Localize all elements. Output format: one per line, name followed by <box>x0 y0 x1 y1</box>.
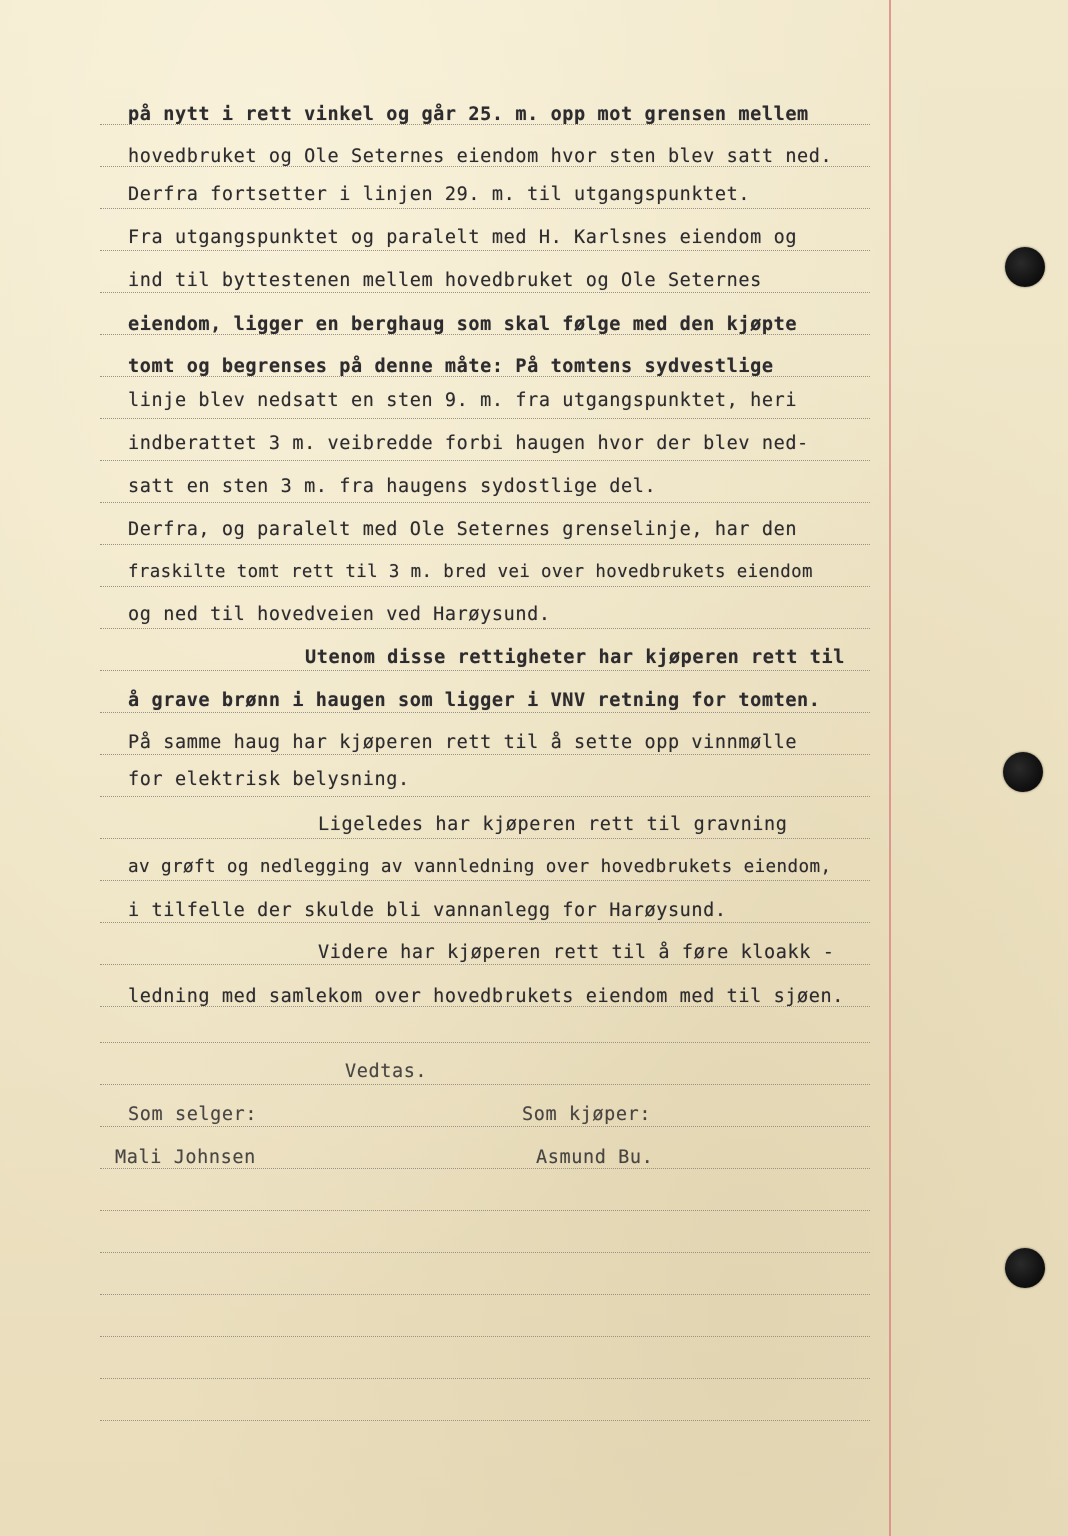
ruled-line <box>100 502 870 503</box>
text-line: ind til byttestenen mellem hovedbruket og Ole Seternes <box>128 270 762 291</box>
punch-hole <box>1005 1248 1045 1288</box>
text-line: ledning med samlekom over hovedbrukets eiendom med til sjøen. <box>128 986 845 1007</box>
ruled-line <box>100 586 870 587</box>
text-line: Derfra fortsetter i linjen 29. m. til utgangspunktet. <box>128 184 751 205</box>
text-line: eiendom, ligger en berghaug som skal følge med den kjøpte <box>128 314 798 335</box>
text-line: i tilfelle der skulde bli vannanlegg for Harøysund. <box>128 900 727 921</box>
ruled-line <box>100 796 870 797</box>
ruled-line <box>100 1042 870 1043</box>
text-line: hovedbruket og Ole Seternes eiendom hvor sten blev satt ned. <box>128 146 833 167</box>
buyer-name: Asmund Bu. <box>536 1147 654 1168</box>
ruled-line <box>100 1084 870 1085</box>
ruled-line <box>100 754 870 755</box>
text-line: tomt og begrenses på denne måte: På tomtens sydvestlige <box>128 356 774 377</box>
ruled-line <box>100 712 870 713</box>
ruled-line <box>100 1336 870 1337</box>
text-line: Utenom disse rettigheter har kjøperen rett til <box>305 647 845 668</box>
ruled-line <box>100 544 870 545</box>
seller-label: Som selger: <box>128 1104 258 1125</box>
ruled-line <box>100 1252 870 1253</box>
text-line: Ligeledes har kjøperen rett til gravning <box>318 814 788 835</box>
ruled-line <box>100 670 870 671</box>
ruled-line <box>100 628 870 629</box>
text-line: Derfra, og paralelt med Ole Seternes grenselinje, har den <box>128 519 798 540</box>
ruled-line <box>100 250 870 251</box>
text-line: Fra utgangspunktet og paralelt med H. Karlsnes eiendom og <box>128 227 798 248</box>
punch-hole <box>1003 752 1043 792</box>
text-line: indberattet 3 m. veibredde forbi haugen hvor der blev ned- <box>128 433 809 454</box>
ruled-line <box>100 964 870 965</box>
closing-text: Vedtas. <box>345 1061 428 1082</box>
ruled-line <box>100 418 870 419</box>
ruled-line <box>100 292 870 293</box>
seller-name: Mali Johnsen <box>115 1147 256 1168</box>
text-line: Videre har kjøperen rett til å føre kloakk - <box>318 942 835 963</box>
ruled-line <box>100 460 870 461</box>
punch-hole <box>1005 247 1045 287</box>
ruled-line <box>100 208 870 209</box>
text-line: satt en sten 3 m. fra haugens sydostlige del. <box>128 476 657 497</box>
ruled-line <box>100 1168 870 1169</box>
red-margin-line <box>889 0 891 1536</box>
ruled-line <box>100 838 870 839</box>
ruled-line <box>100 1126 870 1127</box>
ruled-line <box>100 1210 870 1211</box>
text-line: og ned til hovedveien ved Harøysund. <box>128 604 551 625</box>
ruled-line <box>100 1378 870 1379</box>
buyer-label: Som kjøper: <box>522 1104 652 1125</box>
ruled-line <box>100 880 870 881</box>
text-line: linje blev nedsatt en sten 9. m. fra utgangspunktet, heri <box>128 390 798 411</box>
text-line: av grøft og nedlegging av vannledning over hovedbrukets eiendom, <box>128 857 832 877</box>
ruled-line <box>100 922 870 923</box>
text-line: fraskilte tomt rett til 3 m. bred vei over hovedbrukets eiendom <box>128 562 813 582</box>
text-line: på nytt i rett vinkel og går 25. m. opp mot grensen mellem <box>128 104 809 125</box>
text-line: å grave brønn i haugen som ligger i VNV retning for tomten. <box>128 690 821 711</box>
ruled-line <box>100 1420 870 1421</box>
text-line: På samme haug har kjøperen rett til å sette opp vinnmølle <box>128 732 798 753</box>
ruled-line <box>100 1294 870 1295</box>
text-line: for elektrisk belysning. <box>128 769 410 790</box>
